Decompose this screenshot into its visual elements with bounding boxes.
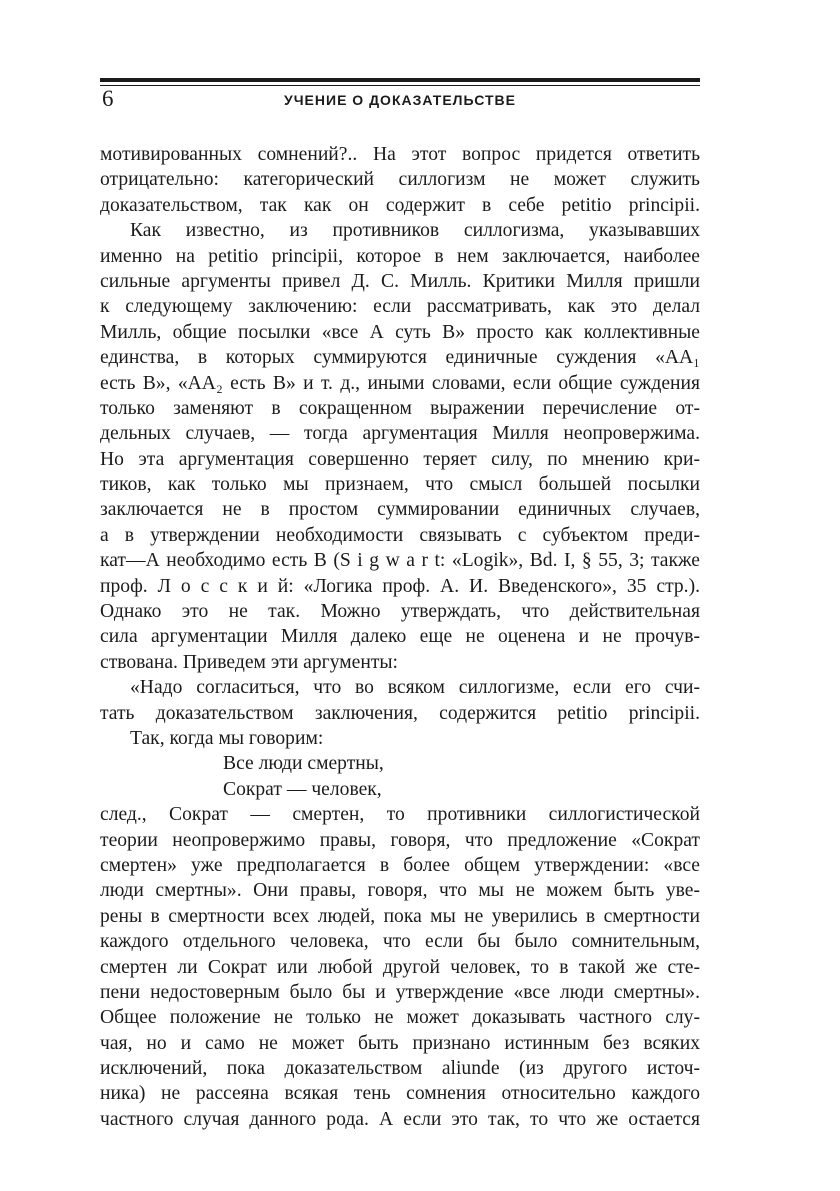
text-line: Однако это не так. Можно утверждать, что действительная (100, 601, 700, 623)
quote-line: пени недостоверным было бы и утверждение «все люди смертны». (100, 981, 700, 1003)
text-line: Как известно, из противников силлогизма, указывавших (130, 220, 700, 242)
quote-line: Так, когда мы говорим: (130, 727, 324, 749)
quote-line: чая, но и само не может быть признано истинным без всяких (100, 1032, 700, 1054)
body-text (100, 142, 700, 1132)
quote-line: ника) не рассеяна всякая тень сомнения относительно каждого (100, 1083, 700, 1105)
text-line: именно на petitio principii, которое в нем заключается, наиболее (100, 245, 700, 267)
quote-line: каждого отдельного человека, что если бы было сомнительным, (100, 931, 700, 953)
syllogism-premise: Все люди смертны, (223, 753, 384, 775)
quote-line: смертен» уже предполагается в более общем утверждении: «все (100, 854, 700, 876)
running-header (100, 78, 700, 118)
text-line: отрицательно: категорический силлогизм не может служить (100, 169, 700, 191)
text-line: а в утверждении необходимости связывать с субъектом преди- (100, 524, 700, 546)
page-number: 6 (102, 86, 114, 111)
text-line: сильные аргументы привел Д. С. Милль. Критики Милля пришли (100, 270, 700, 292)
text-line: мотивированных сомнений?.. На этот вопрос придется ответить (100, 144, 700, 165)
syllogism-premise: Сократ — человек, (223, 778, 382, 800)
text-line: единства, в которых суммируются единичные суждения «AA₁ (100, 347, 700, 369)
text-line: дельных случаев, — тогда аргументация Милля неопровержима. (100, 423, 700, 445)
header-rule-thick (100, 78, 700, 82)
quote-line: Общее положение не только не может доказывать частного слу- (100, 1007, 700, 1029)
quote-line: тать доказательством заключения, содержится petitio principii. (100, 702, 700, 724)
text-line: доказательством, так как он содержит в себе petitio principii. (100, 194, 700, 216)
quote-line: смертен ли Сократ или любой другой человек, то в такой же сте- (100, 956, 700, 978)
text-line: Но эта аргументация совершенно теряет силу, по мнению кри- (100, 448, 700, 470)
quote-line: люди смертны». Они правы, говоря, что мы не можем быть уве- (100, 880, 700, 902)
text-line: сила аргументации Милля далеко еще не оценена и не прочув- (100, 626, 700, 648)
header-rule-thin (100, 85, 700, 86)
text-line: заключается не в простом суммировании единичных случаев, (100, 499, 700, 521)
quote-line: след., Сократ — смертен, то противники силлогистической (100, 804, 700, 826)
quote-line: частного случая данного рода. А если это так, то что же остается (100, 1108, 700, 1130)
text-line: тиков, как только мы признаем, что смысл большей посылки (100, 474, 700, 496)
quote-line: рены в смертности всех людей, пока мы не уверились в смертности (100, 905, 700, 927)
text-line: ствована. Приведем эти аргументы: (100, 651, 398, 673)
text-line: к следующему заключению: если рассматривать, как это делал (100, 296, 700, 318)
quote-line: теории неопровержимо правы, говоря, что предложение «Сократ (100, 829, 700, 851)
quote-line: «Надо согласиться, что во всяком силлогизме, если его счи- (130, 677, 700, 699)
quote-line: исключений, пока доказательством aliunde (из другого источ- (100, 1058, 700, 1080)
text-line: Милль, общие посылки «все А суть В» просто как коллективные (100, 321, 700, 343)
text-line: проф. Л о с с к и й: «Логика проф. А. И. Введенского», 35 стр.). (100, 575, 700, 597)
text-line: кат—А необходимо есть В (S i g w a r t: «Logik», Bd. I, § 55, 3; также (100, 550, 700, 572)
text-line: только заменяют в сокращенном выражении перечисление от- (100, 397, 700, 419)
text-line: есть В», «AA₂ есть В» и т. д., иными словами, если общие суждения (100, 372, 700, 394)
running-title: УЧЕНИЕ О ДОКАЗАТЕЛЬСТВЕ (284, 92, 516, 108)
